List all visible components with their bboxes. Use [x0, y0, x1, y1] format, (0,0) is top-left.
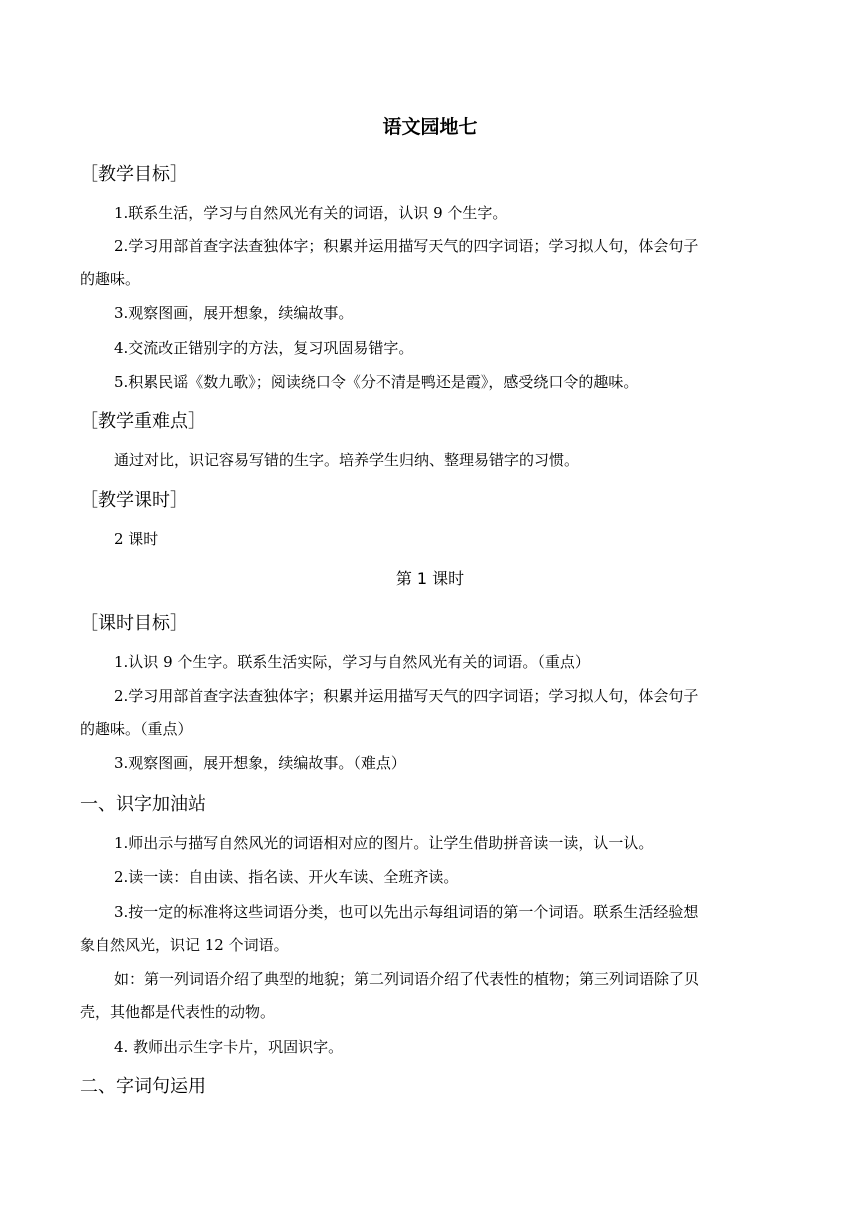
part1-example: 如：第一列词语介绍了典型的地貌；第二列词语介绍了代表性的植物；第三列词语除了贝 [114, 970, 700, 988]
lesson-title: 第 1 课时 [395, 569, 465, 588]
part1-example-cont: 壳，其他都是代表性的动物。 [80, 1003, 276, 1021]
hours-text: 2 课时 [114, 530, 159, 548]
page-title: 语文园地七 [382, 116, 478, 138]
goal-item-4: 4.交流改正错别字的方法，复习巩固易错字。 [114, 339, 414, 357]
goal-item-5: 5.积累民谣《数九歌》；阅读绕口令《分不清是鸭还是霞》，感受绕口令的趣味。 [114, 373, 639, 391]
part1-item-1: 1.师出示与描写自然风光的词语相对应的图片。让学生借助拼音读一读，认一认。 [114, 834, 654, 852]
hours-heading: ［教学课时］ [80, 490, 188, 511]
goal-item-2: 2.学习用部首查字法查独体字；积累并运用描写天气的四字词语；学习拟人句，体会句子 [114, 237, 699, 255]
part2-heading: 二、字词句运用 [80, 1076, 206, 1097]
lesson-goal-3: 3.观察图画，展开想象，续编故事。（难点） [114, 754, 406, 772]
lesson-goal-2: 2.学习用部首查字法查独体字；积累并运用描写天气的四字词语；学习拟人句，体会句子 [114, 687, 699, 705]
goals-heading: ［教学目标］ [80, 164, 188, 185]
goal-item-2-cont: 的趣味。 [80, 270, 141, 288]
goal-item-3: 3.观察图画，展开想象，续编故事。 [114, 304, 354, 322]
lesson-goals-heading: ［课时目标］ [80, 613, 188, 634]
part1-item-4: 4. 教师出示生字卡片，巩固识字。 [114, 1038, 344, 1056]
lesson-goal-2-cont: 的趣味。（重点） [80, 720, 193, 738]
difficulty-text: 通过对比，识记容易写错的生字。培养学生归纳、整理易错字的习惯。 [114, 451, 580, 469]
part1-item-3-cont: 象自然风光，识记 12 个词语。 [80, 936, 289, 954]
part1-heading: 一、识字加油站 [80, 794, 206, 815]
part1-item-2: 2.读一读：自由读、指名读、开火车读、全班齐读。 [114, 868, 459, 886]
difficulty-heading: ［教学重难点］ [80, 411, 206, 432]
goal-item-1: 1.联系生活，学习与自然风光有关的词语，认识 9 个生字。 [114, 204, 508, 222]
part1-item-3: 3.按一定的标准将这些词语分类，也可以先出示每组词语的第一个词语。联系生活经验想 [114, 903, 699, 921]
lesson-goal-1: 1.认识 9 个生字。联系生活实际，学习与自然风光有关的词语。（重点） [114, 653, 590, 671]
